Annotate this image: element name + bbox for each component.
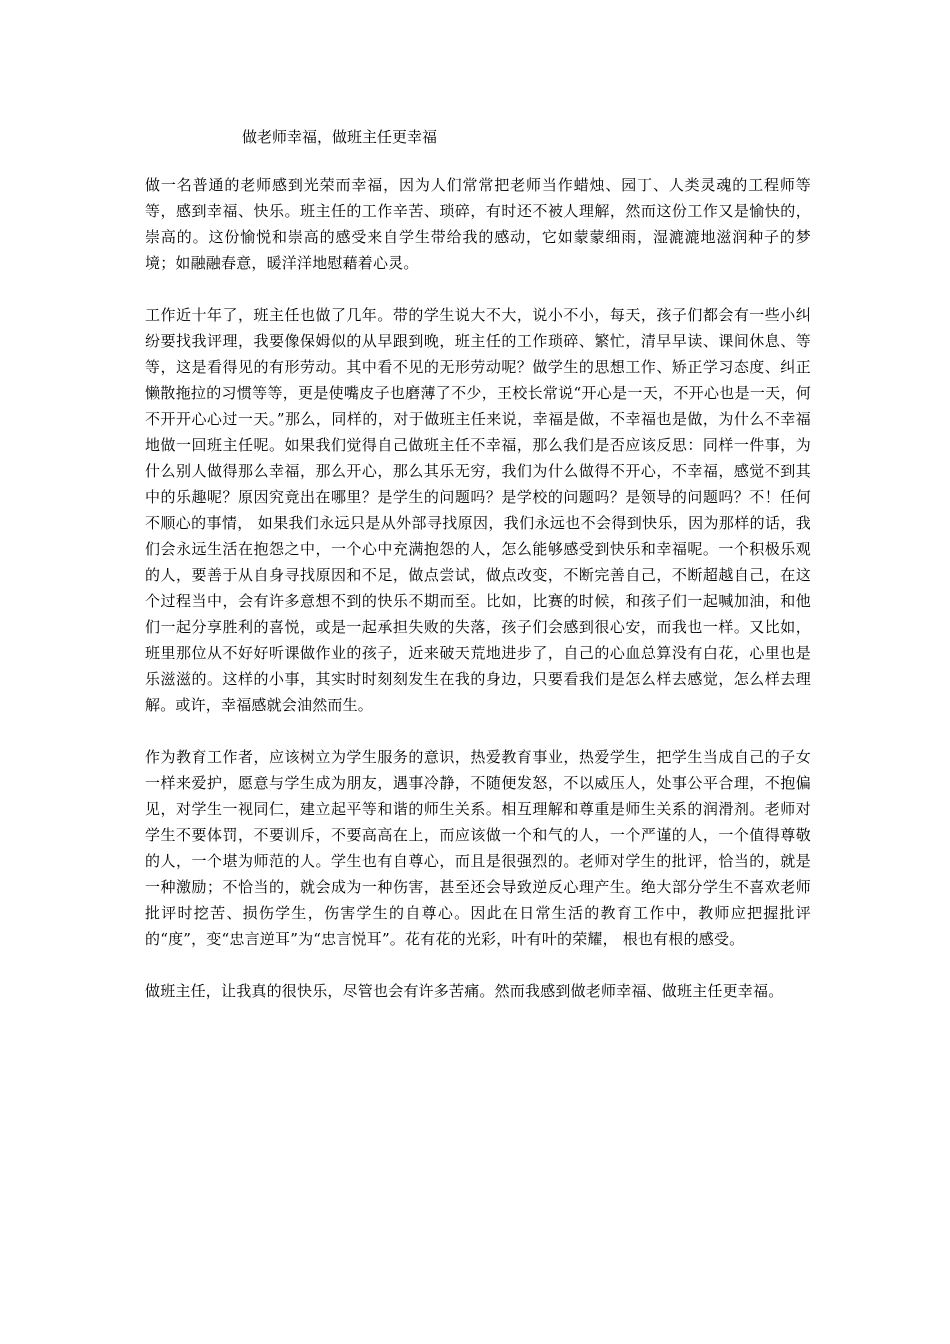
paragraph-4: 做班主任，让我真的很快乐，尽管也会有许多苦痛。然而我感到做老师幸福、做班主任更幸福。 (145, 982, 784, 1000)
paragraph-3: 作为教育工作者，应该树立为学生服务的意识，热爱教育事业，热爱学生，把学生当成自己的子女一样来爱护，愿意与学生成为朋友，遇事冷静，不随便发怒，不以威压人，处事公平合理，不抱偏见，对学生一视同仁，建立起平等和谐的师生关系。相互理解和尊重是师生关系的润滑剂。老师对学生不要体罚，不要训斥，不要高高在上，而应该做一个和气的人，一个严谨的人，一个值得尊敬的人，一个堪为师范的人。学生也有自尊心，而且是很强烈的。老师对学生的批评，恰当的，就是一种激励；不恰当的，就会成为一种伤害，甚至还会导致逆反心理产生。绝大部分学生不喜欢老师批评时挖苦、损伤学生，伤害学生的自尊心。因此在日常生活的教育工作中，教师应把握批评的“度”，变“忠言逆耳”为“忠言悦耳”。花有花的光彩，叶有叶的荣耀， 根也有根的感受。 (145, 748, 811, 948)
document-body (145, 172, 811, 1030)
document-title: 做老师幸福，做班主任更幸福 (242, 128, 438, 146)
paragraph-1: 做一名普通的老师感到光荣而幸福，因为人们常常把老师当作蜡烛、园丁、人类灵魂的工程师等等，感到幸福、快乐。班主任的工作辛苦、琐碎，有时还不被人理解，然而这份工作又是愉快的，崇高的。这份愉悦和崇高的感受来自学生带给我的感动，它如蒙蒙细雨，湿漉漉地滋润种子的梦境；如融融春意，暖洋洋地慰藉着心灵。 (145, 176, 811, 272)
paragraph-2: 工作近十年了，班主任也做了几年。带的学生说大不大，说小不小，每天，孩子们都会有一些小纠纷要找我评理，我要像保姆似的从早跟到晚，班主任的工作琐碎、繁忙，清早早读、课间休息、等等，这是看得见的有形劳动。其中看不见的无形劳动呢？做学生的思想工作、矫正学习态度、纠正懒散拖拉的习惯等等，更是使嘴皮子也磨薄了不少，王校长常说“开心是一天，不开心也是一天，何不开开心心过一天。”那么，同样的，对于做班主任来说，幸福是做，不幸福也是做，为什么不幸福地做一回班主任呢。如果我们觉得自己做班主任不幸福，那么我们是否应该反思：同样一件事，为什么别人做得那么幸福，那么开心，那么其乐无穷，我们为什么做得不开心，不幸福，感觉不到其中的乐趣呢？原因究竟出在哪里？是学生的问题吗？是学校的问题吗？是领导的问题吗？不！任何不顺心的事情， 如果我们永远只是从外部寻找原因，我们永远也不会得到快乐，因为那样的话，我们会永远生活在抱怨之中，一个心中充满抱怨的人，怎么能够感受到快乐和幸福呢。一个积极乐观的人，要善于从自身寻找原因和不足，做点尝试，做点改变，不断完善自己，不断超越自己，在这个过程当中，会有许多意想不到的快乐不期而至。比如，比赛的时候，和孩子们一起喊加油，和他们一起分享胜利的喜悦，或是一起承担失败的失落，孩子们会感到很心安，而我也一样。又比如，班里那位从不好好听课做作业的孩子，近来破天荒地进步了，自己的心血总算没有白花，心里也是乐滋滋的。这样的小事，其实时时刻刻发生在我的身边，只要看我们是怎么样去感觉，怎么样去理解。或许，幸福感就会油然而生。 (145, 306, 811, 714)
